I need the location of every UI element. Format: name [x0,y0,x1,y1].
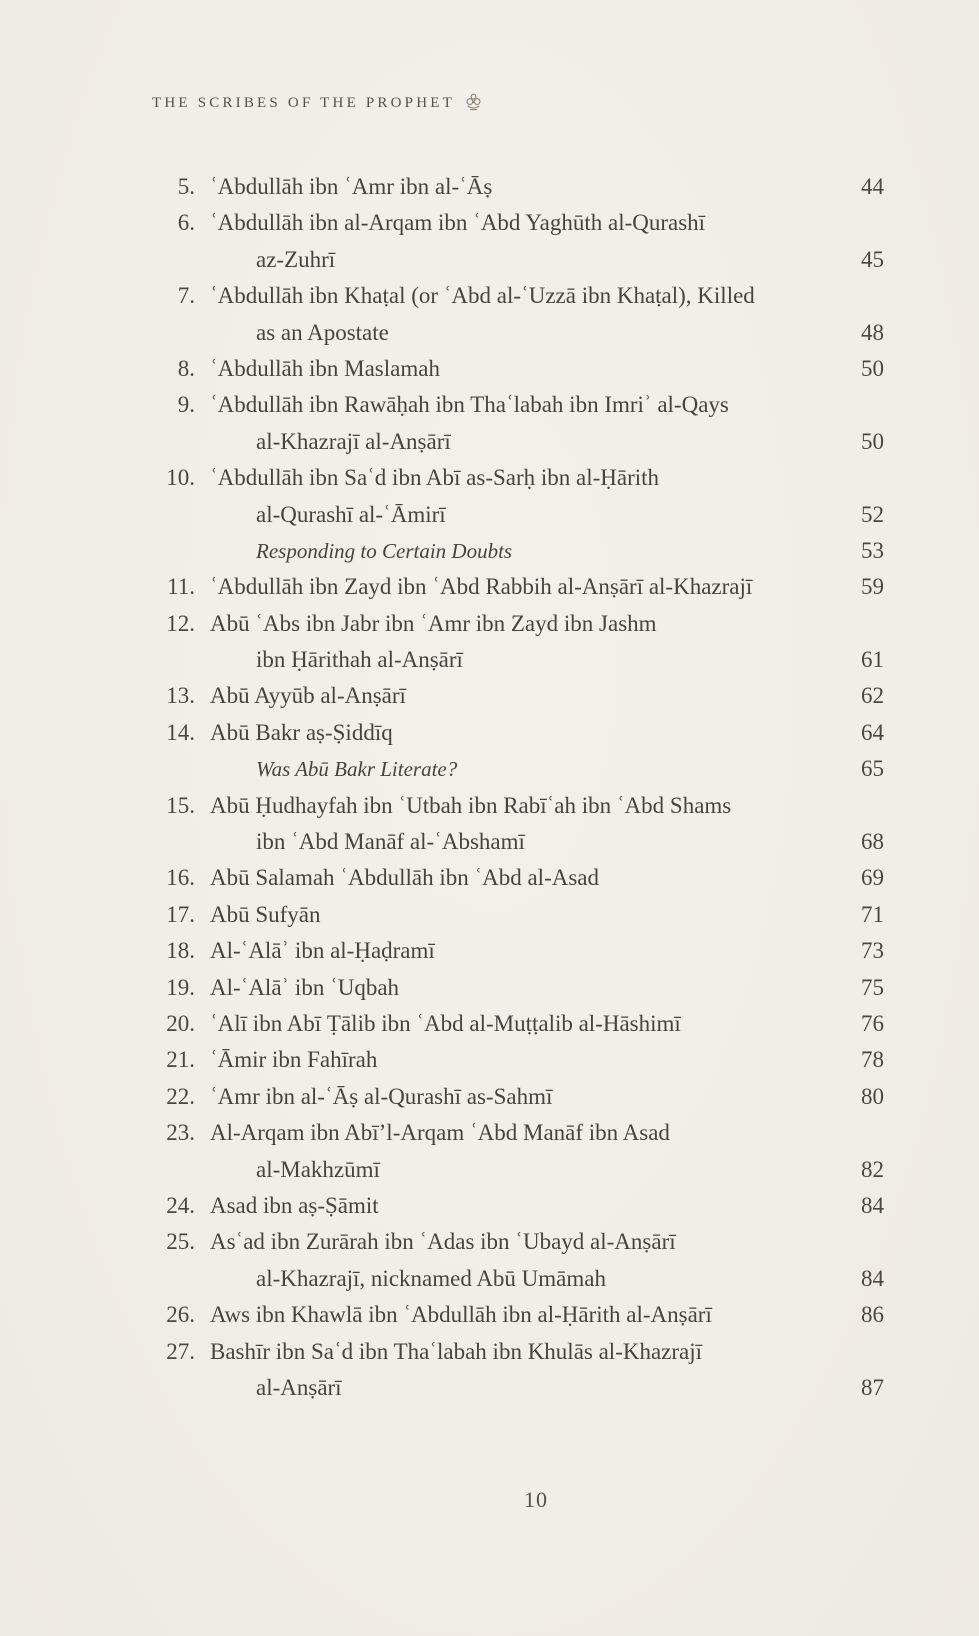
toc-entry-title: ʿAbdullāh ibn Saʿd ibn Abī as-Sarḥ ibn al-Ḥārith [210,465,660,491]
toc-entry-title: al-Makhzūmī [256,1156,380,1182]
toc-entry-number: 8. [177,355,195,381]
toc-entry-page: 76 [861,1010,884,1036]
toc-entry-number: 7. [177,283,195,309]
toc-entry-row [152,970,884,1006]
toc-entry-title: Responding to Certain Doubts [256,538,513,563]
toc-entry-page: 75 [861,974,884,1000]
toc-entry-row [152,315,884,351]
toc-entry-title: az-Zuhrī [256,246,336,272]
toc-entry-title: al-Khazrajī, nicknamed Abū Umāmah [256,1265,606,1291]
toc-entry-number: 23. [166,1120,195,1146]
toc-entry-title: as an Apostate [256,319,389,345]
toc-entry-page: 53 [861,537,884,563]
page-number: 10 [524,1487,548,1512]
toc-entry-page: 62 [861,683,884,709]
toc-entry-row [152,460,884,496]
toc-entry-title: al-Anṣārī [256,1374,342,1400]
toc-entry-page: 52 [861,501,884,527]
toc-entry-title: Asʿad ibn Zurārah ibn ʿAdas ibn ʿUbayd al-Anṣārī [210,1229,676,1255]
toc-entry-number: 13. [166,683,195,709]
toc-entry-number: 10. [166,465,195,491]
toc-entry-page: 71 [861,901,884,927]
toc-entry-page: 45 [861,246,884,272]
toc-entry-number: 19. [166,974,195,1000]
toc-entry-row [152,169,884,205]
toc-entry-row [152,387,884,423]
toc-entry-row [152,933,884,969]
toc-entry-row [152,424,884,460]
toc-entry-page: 78 [861,1047,884,1073]
toc-entry-row [152,1370,884,1406]
toc-entry-row [152,1006,884,1042]
toc-entry-row [152,1079,884,1115]
toc-entry-title: Abū ʿAbs ibn Jabr ibn ʿAmr ibn Zayd ibn Jashm [210,610,657,636]
toc-entry-title: ʿAbdullāh ibn Zayd ibn ʿAbd Rabbih al-Anṣārī al-Khazrajī [210,574,753,600]
toc-entry-row [152,824,884,860]
toc-entry-title: ibn Ḥārithah al-Anṣārī [256,647,463,673]
toc-entry-row [152,1261,884,1297]
toc-entry-title: ibn ʿAbd Manāf al-ʿAbshamī [256,829,525,855]
toc-entry-title: ʿĀmir ibn Fahīrah [210,1047,378,1073]
toc-entry-row [152,1042,884,1078]
toc-entry-page: 61 [861,647,884,673]
toc-entry-number: 26. [166,1302,195,1328]
toc-entry-title: al-Khazrajī al-Anṣārī [256,428,451,454]
toc-entry-title: Al-Arqam ibn Abī’l-Arqam ʿAbd Manāf ibn Asad [210,1120,670,1146]
toc-entry-title: Abū Bakr aṣ-Ṣiddīq [210,719,393,745]
toc-entry-row [152,1334,884,1370]
toc-entry-page: 68 [861,829,884,855]
toc-entry-row [152,497,884,533]
toc-entry-title: al-Qurashī al-ʿĀmirī [256,501,446,527]
toc-entry-title: Asad ibn aṣ-Ṣāmit [210,1192,379,1218]
toc-entry-number: 9. [177,392,195,418]
toc-entry-number: 25. [166,1229,195,1255]
toc-entry-row [152,642,884,678]
toc-entry-row [152,242,884,278]
toc-entry-page: 50 [861,355,884,381]
toc-entry-row [152,715,884,751]
toc-entry-title: ʿAbdullāh ibn Khaṭal (or ʿAbd al-ʿUzzā ibn Khaṭal), Killed [210,283,755,309]
toc-entry-row [152,1188,884,1224]
toc-entry-page: 87 [861,1374,884,1400]
toc-entry-number: 18. [166,938,195,964]
toc-entry-row [152,278,884,314]
toc-entry-title: ʿAbdullāh ibn Rawāḥah ibn Thaʿlabah ibn Imriʾ al-Qays [210,392,729,418]
toc-entry-title: Al-ʿAlāʾ ibn al-Ḥaḍramī [210,938,435,964]
toc-entry-number: 17. [166,901,195,927]
prophet-honorific-icon [465,92,482,118]
toc-entry-number: 21. [166,1047,195,1073]
toc-entry-number: 16. [166,865,195,891]
toc-entry-title: Bashīr ibn Saʿd ibn Thaʿlabah ibn Khulās al-Khazrajī [210,1338,703,1364]
toc-entry-number: 20. [166,1010,195,1036]
toc-entry-number: 12. [166,610,195,636]
toc-entry-page: 80 [861,1083,884,1109]
toc-entry-row [152,678,884,714]
toc-entry-page: 86 [861,1302,884,1328]
toc-entry-page: 73 [861,938,884,964]
toc-entry-page: 69 [861,865,884,891]
toc-entry-number: 6. [177,210,195,236]
running-header [152,93,884,118]
toc-entry-row [152,897,884,933]
toc-entry-title: Abū Sufyān [210,901,321,927]
toc-entry-title: Abū Ayyūb al-Anṣārī [210,683,406,709]
toc-entry-number: 22. [166,1083,195,1109]
toc-entry-page: 44 [861,174,884,199]
toc-entry-number: 5. [177,174,195,199]
toc-entry-page: 59 [861,574,884,600]
toc-list [152,169,884,1406]
toc-entry-page: 48 [861,319,884,345]
toc-entry-number: 27. [166,1338,195,1364]
toc-entry-title: Al-ʿAlāʾ ibn ʿUqbah [210,974,400,1000]
toc-entry-title: ʿAmr ibn al-ʿĀṣ al-Qurashī as-Sahmī [210,1083,553,1109]
toc-entry-row [152,1152,884,1188]
toc-entry-title: Abū Ḥudhayfah ibn ʿUtbah ibn Rabīʿah ibn ʿAbd Shams [210,792,732,818]
toc-entry-number: 15. [166,792,195,818]
toc-entry-page: 50 [861,428,884,454]
toc-entry-row [152,1297,884,1333]
toc-entry-page: 64 [861,719,884,745]
toc-entry-title: ʿAlī ibn Abī Ṭālib ibn ʿAbd al-Muṭṭalib al-Hāshimī [210,1010,681,1036]
toc-entry-row [152,606,884,642]
toc-entry-page: 84 [861,1192,884,1218]
toc-entry-page: 65 [861,756,884,782]
toc-subentry-row [152,533,884,569]
toc-subentry-row [152,751,884,787]
toc-entry-row [152,860,884,896]
page-title: THE SCRIBES OF THE PROPHET [152,95,455,111]
toc-entry-title: Aws ibn Khawlā ibn ʿAbdullāh ibn al-Ḥārith al-Anṣārī [210,1302,712,1328]
toc-entry-number: 24. [166,1192,195,1218]
toc-entry-page: 82 [861,1156,884,1182]
toc-entry-row [152,788,884,824]
toc-entry-title: ʿAbdullāh ibn al-Arqam ibn ʿAbd Yaghūth al-Qurashī [210,210,706,236]
toc-entry-row [152,569,884,605]
toc-entry-row [152,1115,884,1151]
toc-entry-title: Abū Salamah ʿAbdullāh ibn ʿAbd al-Asad [210,865,600,891]
toc-entry-number: 11. [167,574,195,600]
toc-entry-title: ʿAbdullāh ibn ʿAmr ibn al-ʿĀṣ [210,174,493,199]
toc-entry-title: Was Abū Bakr Literate? [256,757,458,782]
toc-entry-number: 14. [166,719,195,745]
toc-entry-row [152,351,884,387]
toc-entry-title: ʿAbdullāh ibn Maslamah [210,355,440,381]
toc-entry-row [152,205,884,241]
toc-entry-page: 84 [861,1265,884,1291]
toc-entry-row [152,1224,884,1260]
